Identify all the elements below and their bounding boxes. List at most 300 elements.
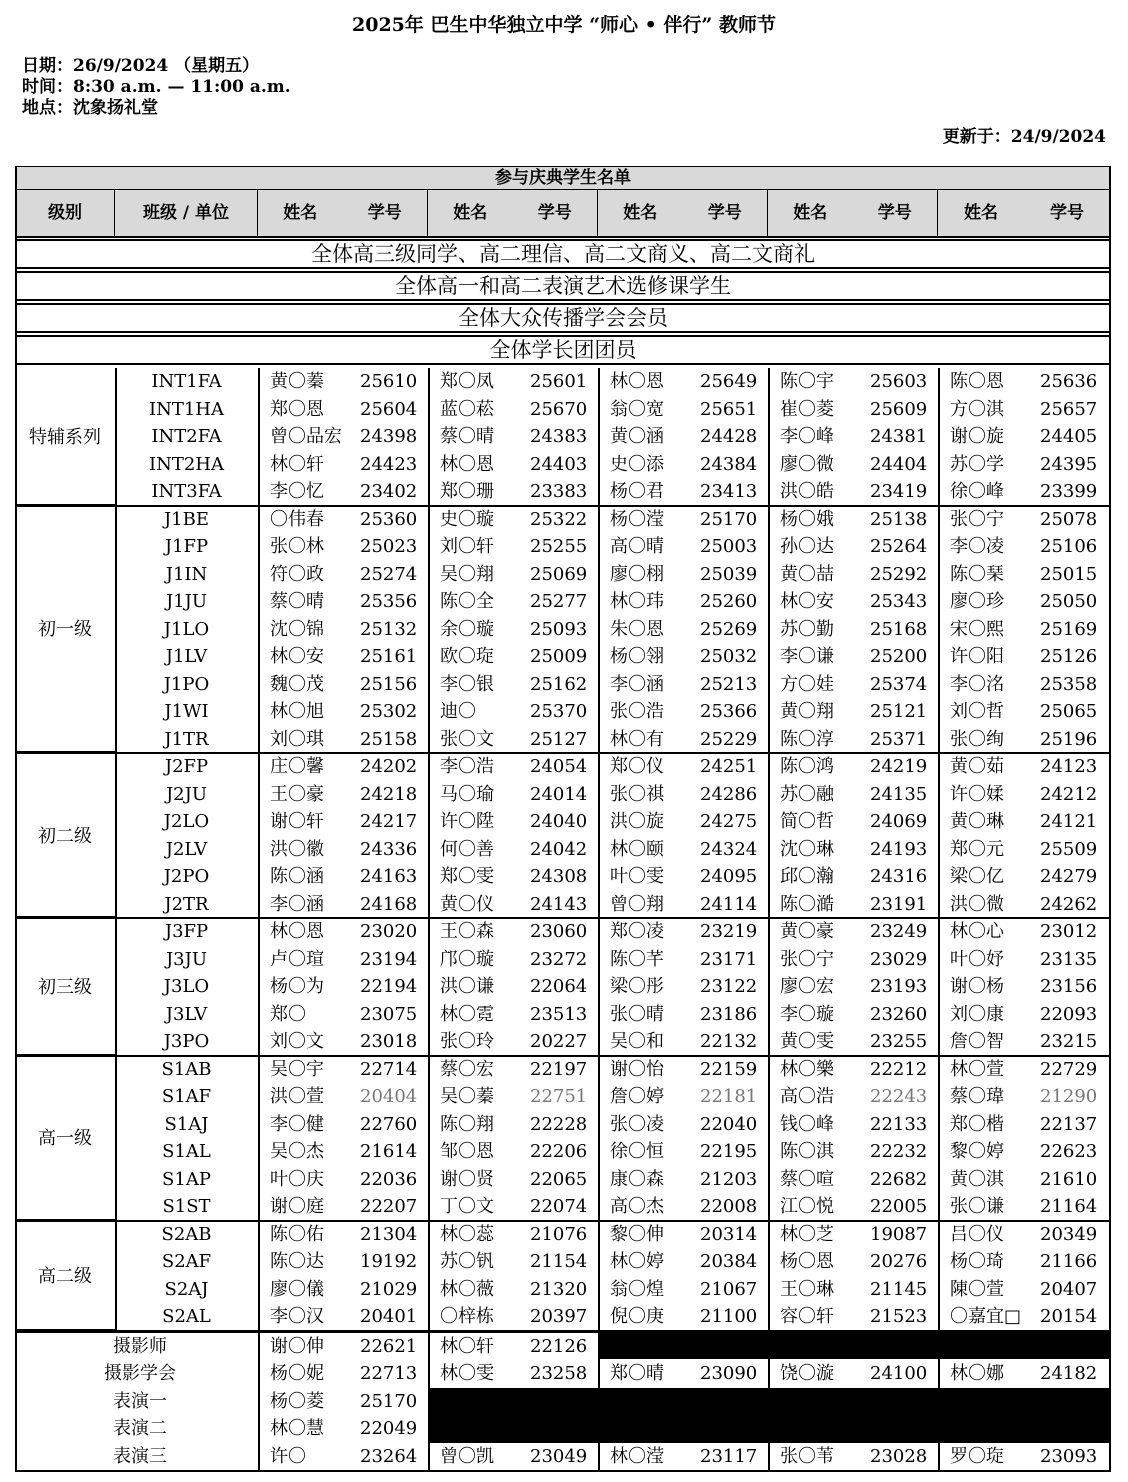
level-cell: 初二级	[15, 753, 115, 918]
student-id: 22040	[700, 1113, 758, 1135]
student-id: 22194	[360, 976, 418, 997]
student-name: 谢〇庭	[270, 1196, 324, 1217]
student-id: 20401	[360, 1306, 418, 1327]
student-name: 曾〇品宏	[270, 426, 342, 447]
column-line	[938, 368, 940, 1331]
student-name: 林〇颐	[610, 838, 664, 860]
student-id: 25106	[1040, 536, 1098, 557]
student-name: 郑〇晴	[610, 1363, 664, 1384]
student-id: 23399	[1040, 481, 1098, 502]
student-id: 23402	[360, 481, 418, 502]
student-name: 黎〇婷	[950, 1141, 1004, 1162]
student-id: 24014	[530, 783, 588, 805]
student-id: 25509	[1040, 838, 1098, 860]
student-id: 25657	[1040, 398, 1098, 420]
class-cell: J3LO	[163, 976, 210, 997]
student-id: 24040	[530, 811, 588, 832]
column-line	[115, 368, 117, 1331]
student-id: 19087	[870, 1223, 928, 1245]
student-name: 林〇滢	[610, 1445, 664, 1467]
student-id: 23156	[1040, 976, 1098, 997]
student-name: 沈〇琳	[780, 838, 834, 860]
header-level: 级别	[15, 190, 115, 236]
student-name: 谢〇伸	[270, 1335, 324, 1357]
student-name: 黄〇雯	[780, 1031, 834, 1052]
student-name: 〇梓栋	[440, 1306, 494, 1327]
class-cell: J1WI	[164, 701, 209, 722]
student-name: 杨〇琦	[950, 1251, 1004, 1272]
student-name: 蔡〇瑋	[950, 1086, 1004, 1107]
student-id: 21145	[870, 1278, 928, 1300]
student-id: 25169	[1040, 618, 1098, 640]
student-id: 20384	[700, 1251, 758, 1272]
student-name: 李〇汉	[270, 1306, 324, 1327]
student-id: 25343	[870, 591, 928, 612]
student-name: 陈〇全	[440, 591, 494, 612]
student-name: 邝〇璇	[440, 948, 494, 970]
student-name: 倪〇庚	[610, 1306, 664, 1327]
student-name: 梁〇亿	[950, 866, 1004, 887]
student-name: 高〇杰	[610, 1196, 664, 1217]
column-line	[258, 1333, 260, 1471]
student-id: 22049	[360, 1418, 418, 1439]
student-id: 22065	[530, 1168, 588, 1190]
student-id: 21166	[1040, 1251, 1098, 1272]
student-id: 22197	[530, 1058, 588, 1080]
student-name: 简〇哲	[780, 811, 834, 832]
student-name: 刘〇轩	[440, 536, 494, 557]
student-name: 林〇樂	[780, 1058, 834, 1080]
class-cell: S2AJ	[164, 1278, 209, 1300]
student-id: 23264	[360, 1445, 418, 1467]
student-name: 郑〇雯	[440, 866, 494, 887]
student-name: 宋〇熙	[950, 618, 1004, 640]
student-id: 23413	[700, 481, 758, 502]
student-name: 杨〇娥	[780, 508, 834, 530]
student-id: 25138	[870, 508, 928, 530]
class-cell: J1TR	[164, 728, 209, 750]
student-name: 郑〇凤	[440, 371, 494, 392]
student-name: 张〇宁	[950, 508, 1004, 530]
student-id: 25264	[870, 536, 928, 557]
role-label: 摄影师	[113, 1335, 167, 1357]
student-name: 张〇玲	[440, 1031, 494, 1052]
blank-block	[598, 1333, 1111, 1359]
student-name: 蔡〇喧	[780, 1168, 834, 1190]
student-name: 苏〇勤	[780, 618, 834, 640]
class-cell: S2AF	[161, 1251, 212, 1272]
student-id: 21304	[360, 1223, 418, 1245]
student-id: 23012	[1040, 921, 1098, 942]
student-id: 25609	[870, 398, 928, 420]
student-name: 卢〇瑄	[270, 948, 324, 970]
student-name: 苏〇钒	[440, 1251, 494, 1272]
student-id: 24168	[360, 893, 418, 915]
student-name: 谢〇旋	[950, 426, 1004, 447]
role-label: 表演二	[113, 1418, 167, 1439]
class-cell: J1PO	[163, 673, 210, 695]
class-cell: J2LO	[163, 811, 210, 832]
student-id: 22133	[870, 1113, 928, 1135]
student-id: 24251	[700, 756, 758, 777]
student-id: 23219	[700, 921, 758, 942]
student-name: 李〇洺	[950, 673, 1004, 695]
student-id: 25170	[700, 508, 758, 530]
student-id: 23018	[360, 1031, 418, 1052]
student-name: 许〇	[270, 1445, 306, 1467]
class-cell: S1AJ	[164, 1113, 209, 1135]
event-venue: 地点：沈象扬礼堂	[22, 98, 158, 118]
class-cell: J1JU	[165, 591, 208, 612]
student-name: 高〇浩	[780, 1086, 834, 1107]
student-name: 吴〇杰	[270, 1141, 324, 1162]
student-id: 23215	[1040, 1031, 1098, 1052]
student-name: 洪〇微	[950, 893, 1004, 915]
student-name: 黄〇淇	[950, 1168, 1004, 1190]
student-id: 20397	[530, 1306, 588, 1327]
column-line	[15, 368, 17, 1331]
student-id: 24123	[1040, 756, 1098, 777]
student-id: 25015	[1040, 563, 1098, 585]
student-id: 25161	[360, 646, 418, 667]
student-id: 23255	[870, 1031, 928, 1052]
event-date: 日期：26/9/2024 （星期五）	[22, 56, 260, 76]
student-id: 24100	[870, 1363, 928, 1384]
student-name: 张〇祺	[610, 783, 664, 805]
student-id: 21523	[870, 1306, 928, 1327]
student-name: 廖〇宏	[780, 976, 834, 997]
student-id: 23260	[870, 1003, 928, 1025]
student-name: 叶〇庆	[270, 1168, 324, 1190]
student-id: 24308	[530, 866, 588, 887]
student-name: 张〇宁	[780, 948, 834, 970]
student-id: 25196	[1040, 728, 1098, 750]
student-name: 郑〇仪	[610, 756, 664, 777]
student-id: 22232	[870, 1141, 928, 1162]
student-id: 24262	[1040, 893, 1098, 915]
student-name: 陈〇芊	[610, 948, 664, 970]
student-name: 史〇璇	[440, 508, 494, 530]
student-name: 徐〇峰	[950, 481, 1004, 502]
student-name: 林〇旭	[270, 701, 324, 722]
header-name-id-pair	[428, 190, 598, 236]
updated-date: 更新于：24/9/2024	[942, 127, 1106, 147]
student-id: 23194	[360, 948, 418, 970]
header-name: 姓名	[793, 203, 828, 223]
student-name: 郑〇珊	[440, 481, 494, 502]
student-name: 张〇谦	[950, 1196, 1004, 1217]
column-line	[1109, 368, 1111, 1331]
header-id: 学号	[537, 203, 572, 223]
student-name: 蔡〇晴	[270, 591, 324, 612]
student-name: 黄〇豪	[780, 921, 834, 942]
student-id: 25371	[870, 728, 928, 750]
student-name: 李〇谦	[780, 646, 834, 667]
student-name: 史〇添	[610, 453, 664, 475]
class-cell: J1BE	[163, 508, 210, 530]
header-id: 学号	[1050, 203, 1084, 223]
student-name: 方〇淇	[950, 398, 1004, 420]
student-name: 魏〇茂	[270, 673, 324, 695]
student-id: 22093	[1040, 1003, 1098, 1025]
student-id: 25277	[530, 591, 588, 612]
student-id: 20314	[700, 1223, 758, 1245]
student-id: 24398	[360, 426, 418, 447]
student-name: 杨〇滢	[610, 508, 664, 530]
student-name: 谢〇轩	[270, 811, 324, 832]
student-id: 25158	[360, 728, 418, 750]
header-class: 班级 / 单位	[115, 190, 258, 236]
student-id: 24042	[530, 838, 588, 860]
student-id: 23117	[700, 1445, 758, 1467]
student-name: 林〇雯	[440, 1363, 494, 1384]
student-name: 曾〇凯	[440, 1445, 494, 1467]
class-cell: J1IN	[165, 563, 208, 585]
student-name: 林〇安	[270, 646, 324, 667]
student-id: 25121	[870, 701, 928, 722]
class-cell: S1AL	[162, 1141, 211, 1162]
student-name: 谢〇贤	[440, 1168, 494, 1190]
student-name: 林〇心	[950, 921, 1004, 942]
student-id: 25050	[1040, 591, 1098, 612]
student-id: 24054	[530, 756, 588, 777]
header-name: 姓名	[283, 203, 318, 223]
student-id: 21614	[360, 1141, 418, 1162]
student-name: 许〇阳	[950, 646, 1004, 667]
student-id: 22729	[1040, 1058, 1098, 1080]
student-name: 陈〇鸿	[780, 756, 834, 777]
student-id: 22682	[870, 1168, 928, 1190]
student-id: 25093	[530, 618, 588, 640]
student-id: 22074	[530, 1196, 588, 1217]
class-cell: J2FP	[164, 756, 209, 777]
student-name: 詹〇婷	[610, 1086, 664, 1107]
student-id: 24121	[1040, 811, 1098, 832]
student-id: 24217	[360, 811, 418, 832]
student-id: 23020	[360, 921, 418, 942]
student-name: 陈〇淇	[780, 1141, 834, 1162]
header-name-id-pair	[768, 190, 938, 236]
student-id: 24423	[360, 453, 418, 475]
student-name: 〇嘉宜□	[950, 1306, 1022, 1327]
student-name: 吕〇仪	[950, 1223, 1004, 1245]
student-name: 崔〇菱	[780, 398, 834, 420]
role-label: 表演一	[113, 1390, 167, 1412]
student-id: 22714	[360, 1058, 418, 1080]
student-name: 黄〇翔	[780, 701, 834, 722]
student-id: 22036	[360, 1168, 418, 1190]
student-id: 25374	[870, 673, 928, 695]
student-id: 24143	[530, 893, 588, 915]
student-id: 23193	[870, 976, 928, 997]
student-id: 24384	[700, 453, 758, 475]
class-cell: INT2FA	[151, 426, 222, 447]
level-cell: 高一级	[15, 1056, 115, 1221]
student-name: 李〇涵	[270, 893, 324, 915]
header-name: 姓名	[964, 203, 998, 223]
student-name: 黄〇琳	[950, 811, 1004, 832]
student-name: 曾〇翔	[610, 893, 664, 915]
student-name: 杨〇恩	[780, 1251, 834, 1272]
student-id: 24286	[700, 783, 758, 805]
student-id: 25269	[700, 618, 758, 640]
student-id: 24193	[870, 838, 928, 860]
student-name: 陈〇恩	[950, 371, 1004, 392]
student-name: 高〇晴	[610, 536, 664, 557]
student-name: 李〇峰	[780, 426, 834, 447]
student-name: 蔡〇宏	[440, 1058, 494, 1080]
student-name: 詹〇智	[950, 1031, 1004, 1052]
student-id: 22228	[530, 1113, 588, 1135]
student-id: 22243	[870, 1086, 928, 1107]
class-cell: S2AB	[161, 1223, 212, 1245]
student-name: 许〇媃	[950, 783, 1004, 805]
student-name: 吴〇和	[610, 1031, 664, 1052]
student-id: 22206	[530, 1141, 588, 1162]
student-id: 20227	[530, 1031, 588, 1052]
student-id: 22159	[700, 1058, 758, 1080]
student-id: 25366	[700, 701, 758, 722]
student-name: 李〇浩	[440, 756, 494, 777]
student-name: 谢〇杨	[950, 976, 1004, 997]
student-id: 23272	[530, 948, 588, 970]
student-name: 钱〇峰	[780, 1113, 834, 1135]
student-name: 蔡〇晴	[440, 426, 494, 447]
student-id: 21154	[530, 1251, 588, 1272]
student-name: 黄〇仪	[440, 893, 494, 915]
student-name: 林〇恩	[610, 371, 664, 392]
class-cell: J2LV	[165, 838, 208, 860]
student-id: 21290	[1040, 1086, 1098, 1107]
student-id: 25009	[530, 646, 588, 667]
student-id: 25370	[530, 701, 588, 722]
student-id: 25610	[360, 371, 418, 392]
student-name: 张〇浩	[610, 701, 664, 722]
student-name: 陈〇佑	[270, 1223, 324, 1245]
student-name: 刘〇琪	[270, 728, 324, 750]
student-id: 25670	[530, 398, 588, 420]
student-id: 20407	[1040, 1278, 1098, 1300]
student-id: 22207	[360, 1196, 418, 1217]
student-id: 25003	[700, 536, 758, 557]
student-name: 杨〇妮	[270, 1363, 324, 1384]
student-name: 李〇涵	[610, 673, 664, 695]
student-id: 23028	[870, 1445, 928, 1467]
student-name: 洪〇萱	[270, 1086, 324, 1107]
student-id: 20154	[1040, 1306, 1098, 1327]
student-name: 饶〇漩	[780, 1363, 834, 1384]
student-id: 23513	[530, 1003, 588, 1025]
student-name: 王〇森	[440, 921, 494, 942]
header-border	[15, 236, 1111, 238]
student-name: 许〇陞	[440, 811, 494, 832]
student-name: 张〇文	[440, 728, 494, 750]
student-name: 陈〇澔	[780, 893, 834, 915]
student-name: 蓝〇菘	[440, 398, 494, 420]
student-name: 张〇晴	[610, 1003, 664, 1025]
student-id: 25156	[360, 673, 418, 695]
column-line	[15, 166, 17, 368]
class-cell: J1LO	[163, 618, 210, 640]
level-cell: 初一级	[15, 506, 115, 754]
student-name: 林〇安	[780, 591, 834, 612]
role-label: 表演三	[113, 1445, 167, 1467]
level-cell: 初三级	[15, 918, 115, 1056]
student-name: 叶〇妤	[950, 948, 1004, 970]
student-id: 25274	[360, 563, 418, 585]
student-id: 22195	[700, 1141, 758, 1162]
student-id: 25649	[700, 371, 758, 392]
student-name: 陈〇涵	[270, 866, 324, 887]
role-label: 摄影学会	[104, 1363, 176, 1384]
student-name: 王〇豪	[270, 783, 324, 805]
student-id: 23135	[1040, 948, 1098, 970]
student-id: 24218	[360, 783, 418, 805]
student-name: 陈〇宇	[780, 371, 834, 392]
student-name: 符〇政	[270, 563, 324, 585]
student-name: 郑〇凌	[610, 921, 664, 942]
student-name: 林〇霓	[440, 1003, 494, 1025]
student-id: 25604	[360, 398, 418, 420]
student-id: 23122	[700, 976, 758, 997]
column-line	[598, 368, 600, 1331]
student-id: 24114	[700, 893, 758, 915]
page-title: 2025年 巴生中华独立中学 “师心 • 伴行” 教师节	[352, 14, 776, 36]
student-name: 徐〇恒	[610, 1141, 664, 1162]
student-name: 孙〇达	[780, 536, 834, 557]
student-id: 24404	[870, 453, 928, 475]
class-cell: J2PO	[163, 866, 210, 887]
student-id: 20276	[870, 1251, 928, 1272]
student-id: 21203	[700, 1168, 758, 1190]
student-id: 22132	[700, 1031, 758, 1052]
student-id: 25302	[360, 701, 418, 722]
student-name: 庄〇馨	[270, 756, 324, 777]
student-id: 20349	[1040, 1223, 1098, 1245]
class-cell: J3FP	[164, 921, 209, 942]
header-name-id-pair	[598, 190, 768, 236]
class-cell: J1LV	[165, 646, 208, 667]
student-id: 23171	[700, 948, 758, 970]
student-id: 25127	[530, 728, 588, 750]
column-line	[428, 368, 430, 1331]
student-name: 林〇慧	[270, 1418, 324, 1439]
student-name: 李〇银	[440, 673, 494, 695]
student-id: 21029	[360, 1278, 418, 1300]
student-name: 张〇凌	[610, 1113, 664, 1135]
student-name: 郑〇楷	[950, 1113, 1004, 1135]
column-line	[258, 368, 260, 1331]
student-id: 25229	[700, 728, 758, 750]
student-name: 廖〇微	[780, 453, 834, 475]
student-id: 21100	[700, 1306, 758, 1327]
student-id: 22005	[870, 1196, 928, 1217]
student-id: 24324	[700, 838, 758, 860]
student-id: 24182	[1040, 1363, 1098, 1384]
header-id: 学号	[367, 203, 402, 223]
student-name: 张〇苇	[780, 1445, 834, 1467]
student-name: 余〇璇	[440, 618, 494, 640]
column-line	[428, 1333, 430, 1471]
student-id: 22137	[1040, 1113, 1098, 1135]
student-id: 22751	[530, 1086, 588, 1107]
student-id: 22760	[360, 1113, 418, 1135]
student-name: 林〇娜	[950, 1363, 1004, 1384]
student-id: 23258	[530, 1363, 588, 1384]
student-id: 23383	[530, 481, 588, 502]
student-id: 24403	[530, 453, 588, 475]
student-id: 23093	[1040, 1445, 1098, 1467]
